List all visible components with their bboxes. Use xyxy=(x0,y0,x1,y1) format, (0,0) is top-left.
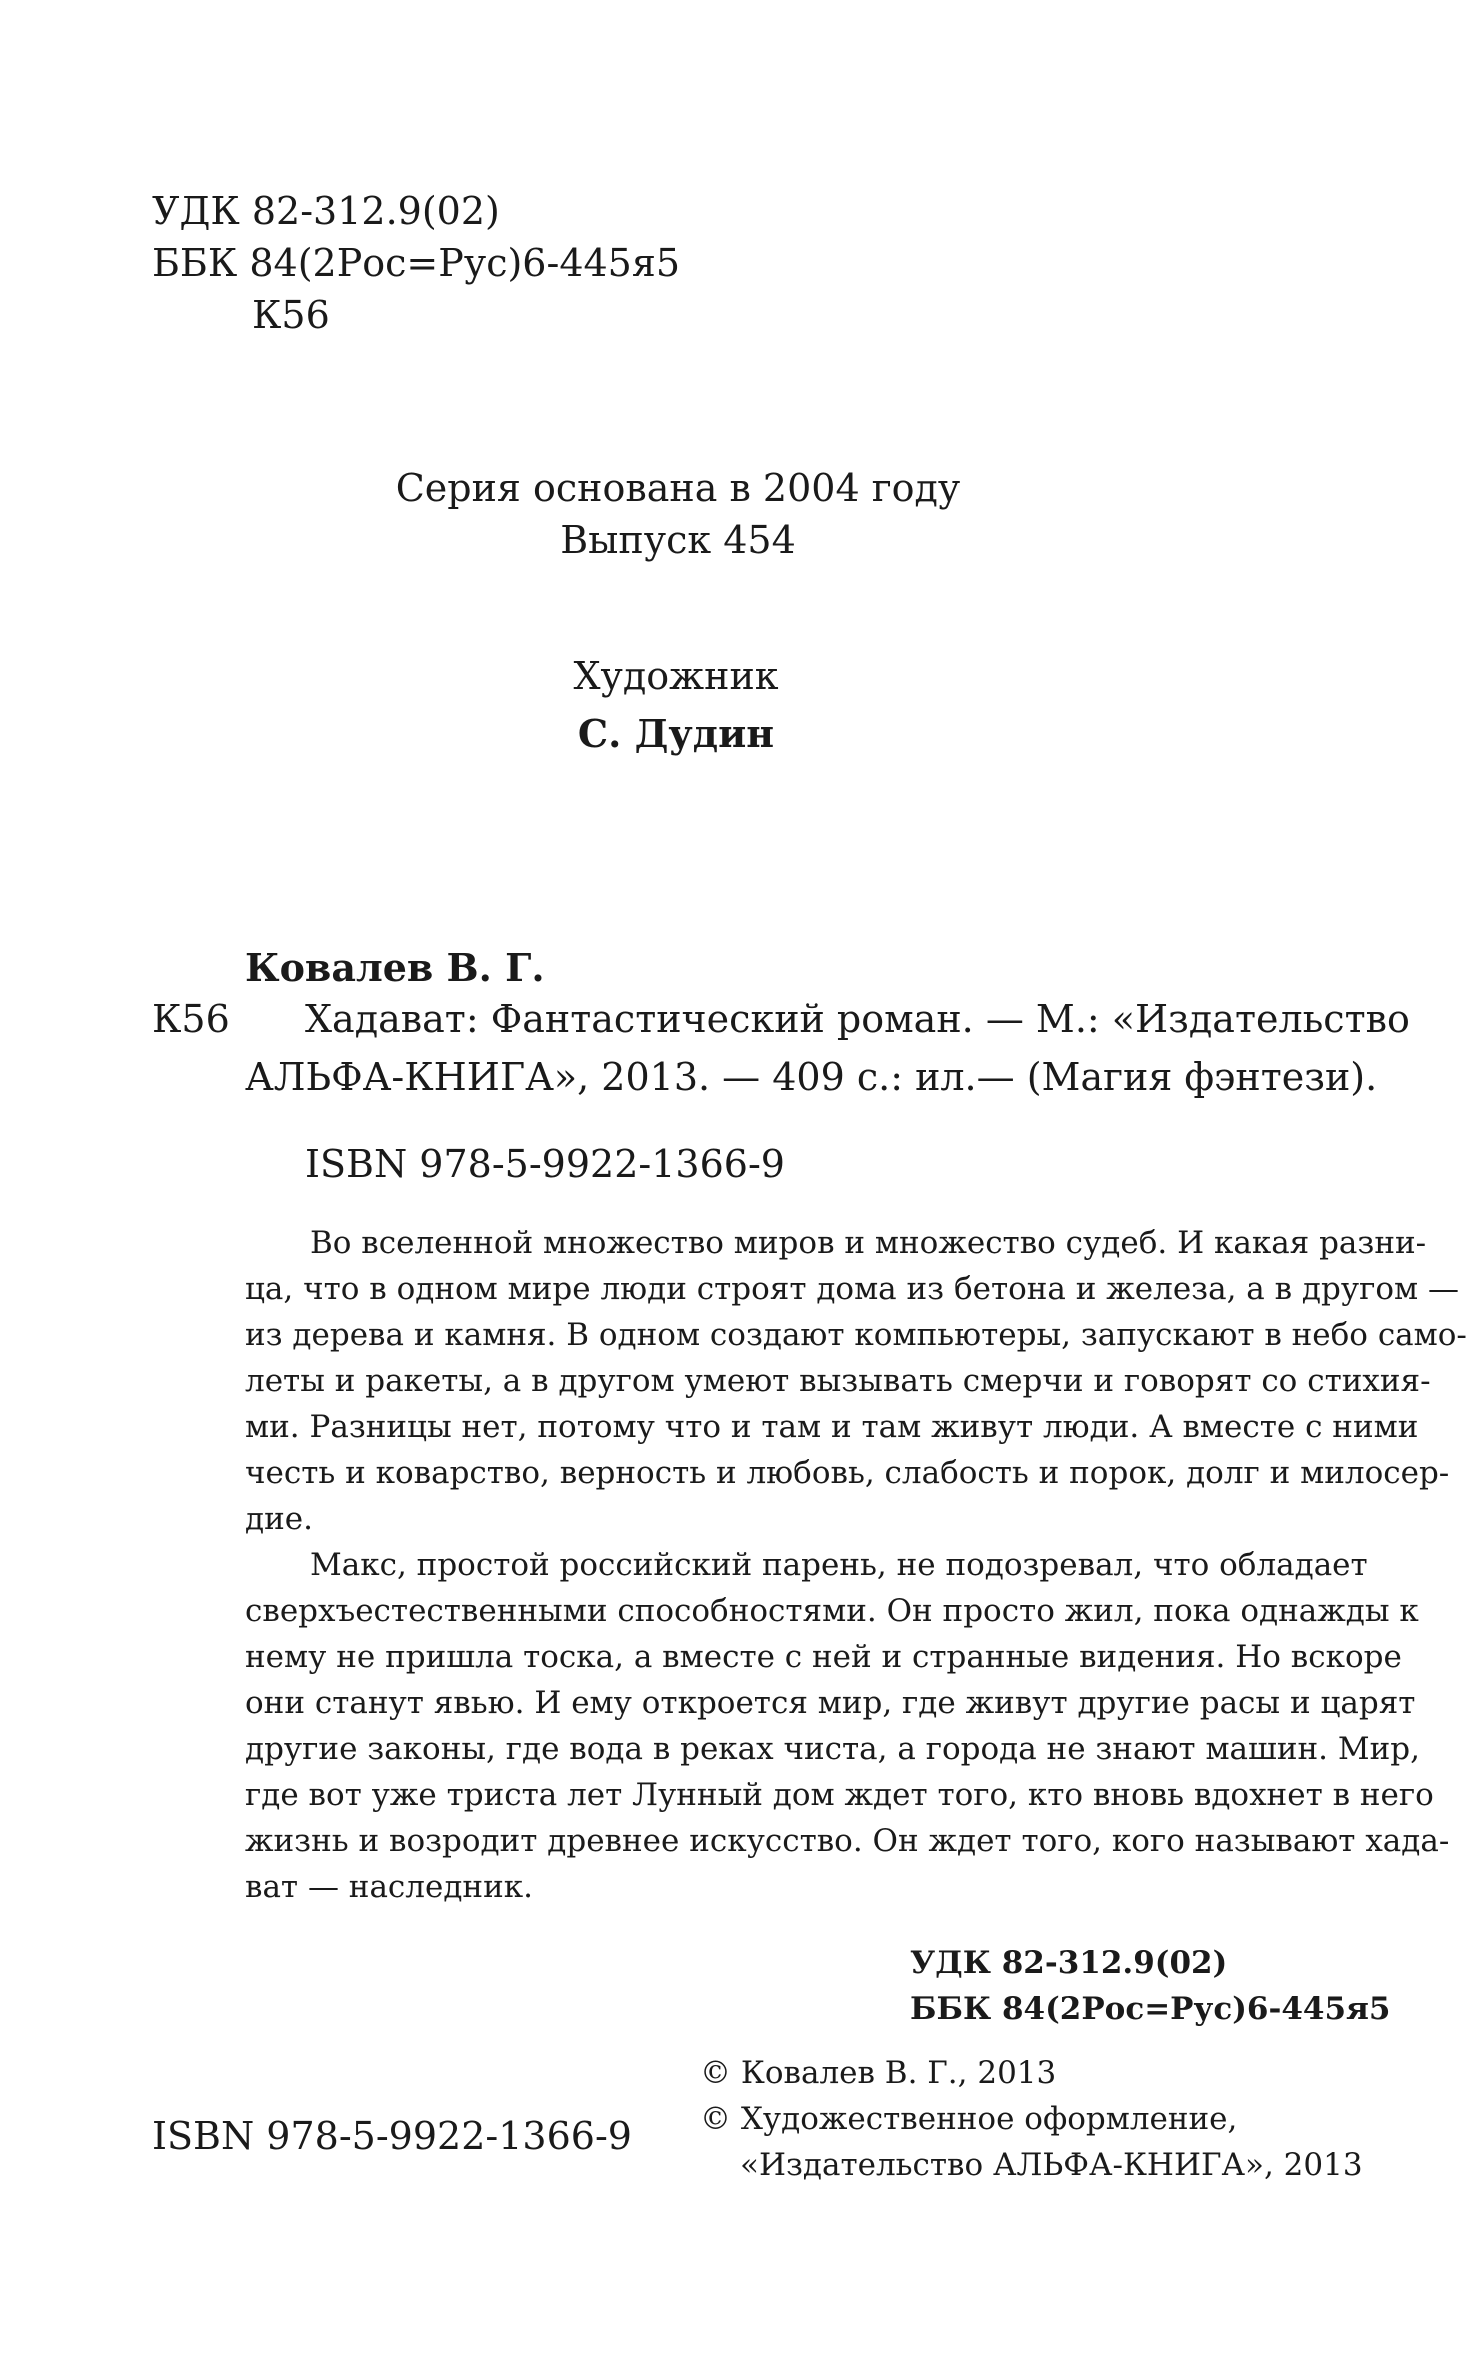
artist-name: С. Дудин xyxy=(577,711,775,756)
annotation-line: из дерева и камня. В одном создают компьютеры, запускают в небо само- xyxy=(245,1317,1467,1353)
annotation-line: сверхъестественными способностями. Он просто жил, пока однажды к xyxy=(245,1593,1419,1629)
annotation-line: нему не пришла тоска, а вместе с ней и странные видения. Но вскоре xyxy=(245,1639,1402,1675)
annotation-line: дие. xyxy=(245,1501,313,1537)
annotation-line: ми. Разницы нет, потому что и там и там живут люди. А вместе с ними xyxy=(245,1409,1419,1445)
copyright-block xyxy=(700,2050,1363,2188)
annotation-line: они станут явью. И ему откроется мир, где живут другие расы и царят xyxy=(245,1685,1416,1721)
classification-block xyxy=(152,185,680,341)
udk-code-bottom: УДК 82-312.9(02) xyxy=(910,1945,1228,1981)
isbn-bottom: ISBN 978-5-9922-1366-9 xyxy=(152,2114,632,2158)
series-founded: Серия основана в 2004 году xyxy=(395,466,961,510)
annotation-line: Макс, простой российский парень, не подозревал, что обладает xyxy=(310,1547,1368,1583)
bbk-code-bottom: ББК 84(2Рос=Рус)6-445я5 xyxy=(910,1991,1391,2027)
udk-code: УДК 82-312.9(02) xyxy=(152,189,500,233)
annotation-line: где вот уже триста лет Лунный дом ждет того, кто вновь вдохнет в него xyxy=(245,1777,1434,1813)
annotation-paragraph-1 xyxy=(245,1220,1467,1542)
series-info xyxy=(0,462,1356,566)
annotation-line: жизнь и возродит древнее искусство. Он ждет того, кого называют хада- xyxy=(245,1823,1450,1859)
copyright-author: © Ковалев В. Г., 2013 xyxy=(700,2055,1057,2091)
author-mark: К56 xyxy=(252,293,330,337)
annotation-paragraph-2 xyxy=(245,1542,1450,1910)
biblio-line-1: Хадават: Фантастический роман. — М.: «Издательство xyxy=(305,997,1410,1041)
copyright-design: © Художественное оформление, xyxy=(700,2101,1238,2137)
bbk-code: ББК 84(2Рос=Рус)6-445я5 xyxy=(152,241,680,285)
copyright-publisher: «Издательство АЛЬФА-КНИГА», 2013 xyxy=(740,2147,1363,2183)
biblio-description xyxy=(245,993,1410,1103)
annotation-line: леты и ракеты, а в другом умеют вызывать смерчи и говорят со стихия- xyxy=(245,1363,1431,1399)
annotation-line: Во вселенной множество миров и множество судеб. И какая разни- xyxy=(310,1225,1427,1261)
annotation xyxy=(245,1220,1467,1910)
classification-bottom xyxy=(910,1940,1391,2032)
biblio-isbn: ISBN 978-5-9922-1366-9 xyxy=(305,1142,785,1186)
artist-label: Художник xyxy=(573,654,779,698)
annotation-line: честь и коварство, верность и любовь, слабость и порок, долг и милосер- xyxy=(245,1455,1450,1491)
series-issue: Выпуск 454 xyxy=(560,518,796,562)
biblio-author: Ковалев В. Г. xyxy=(245,945,545,990)
biblio-line-2: АЛЬФА-КНИГА», 2013. — 409 с.: ил.— (Магия фэнтези). xyxy=(245,1055,1378,1099)
artist-info xyxy=(0,650,1352,760)
biblio-author-mark: К56 xyxy=(152,997,230,1041)
annotation-line: ца, что в одном мире люди строят дома из бетона и железа, а в другом — xyxy=(245,1271,1459,1307)
annotation-line: ват — наследник. xyxy=(245,1869,533,1905)
annotation-line: другие законы, где вода в реках чиста, а города не знают машин. Мир, xyxy=(245,1731,1420,1767)
